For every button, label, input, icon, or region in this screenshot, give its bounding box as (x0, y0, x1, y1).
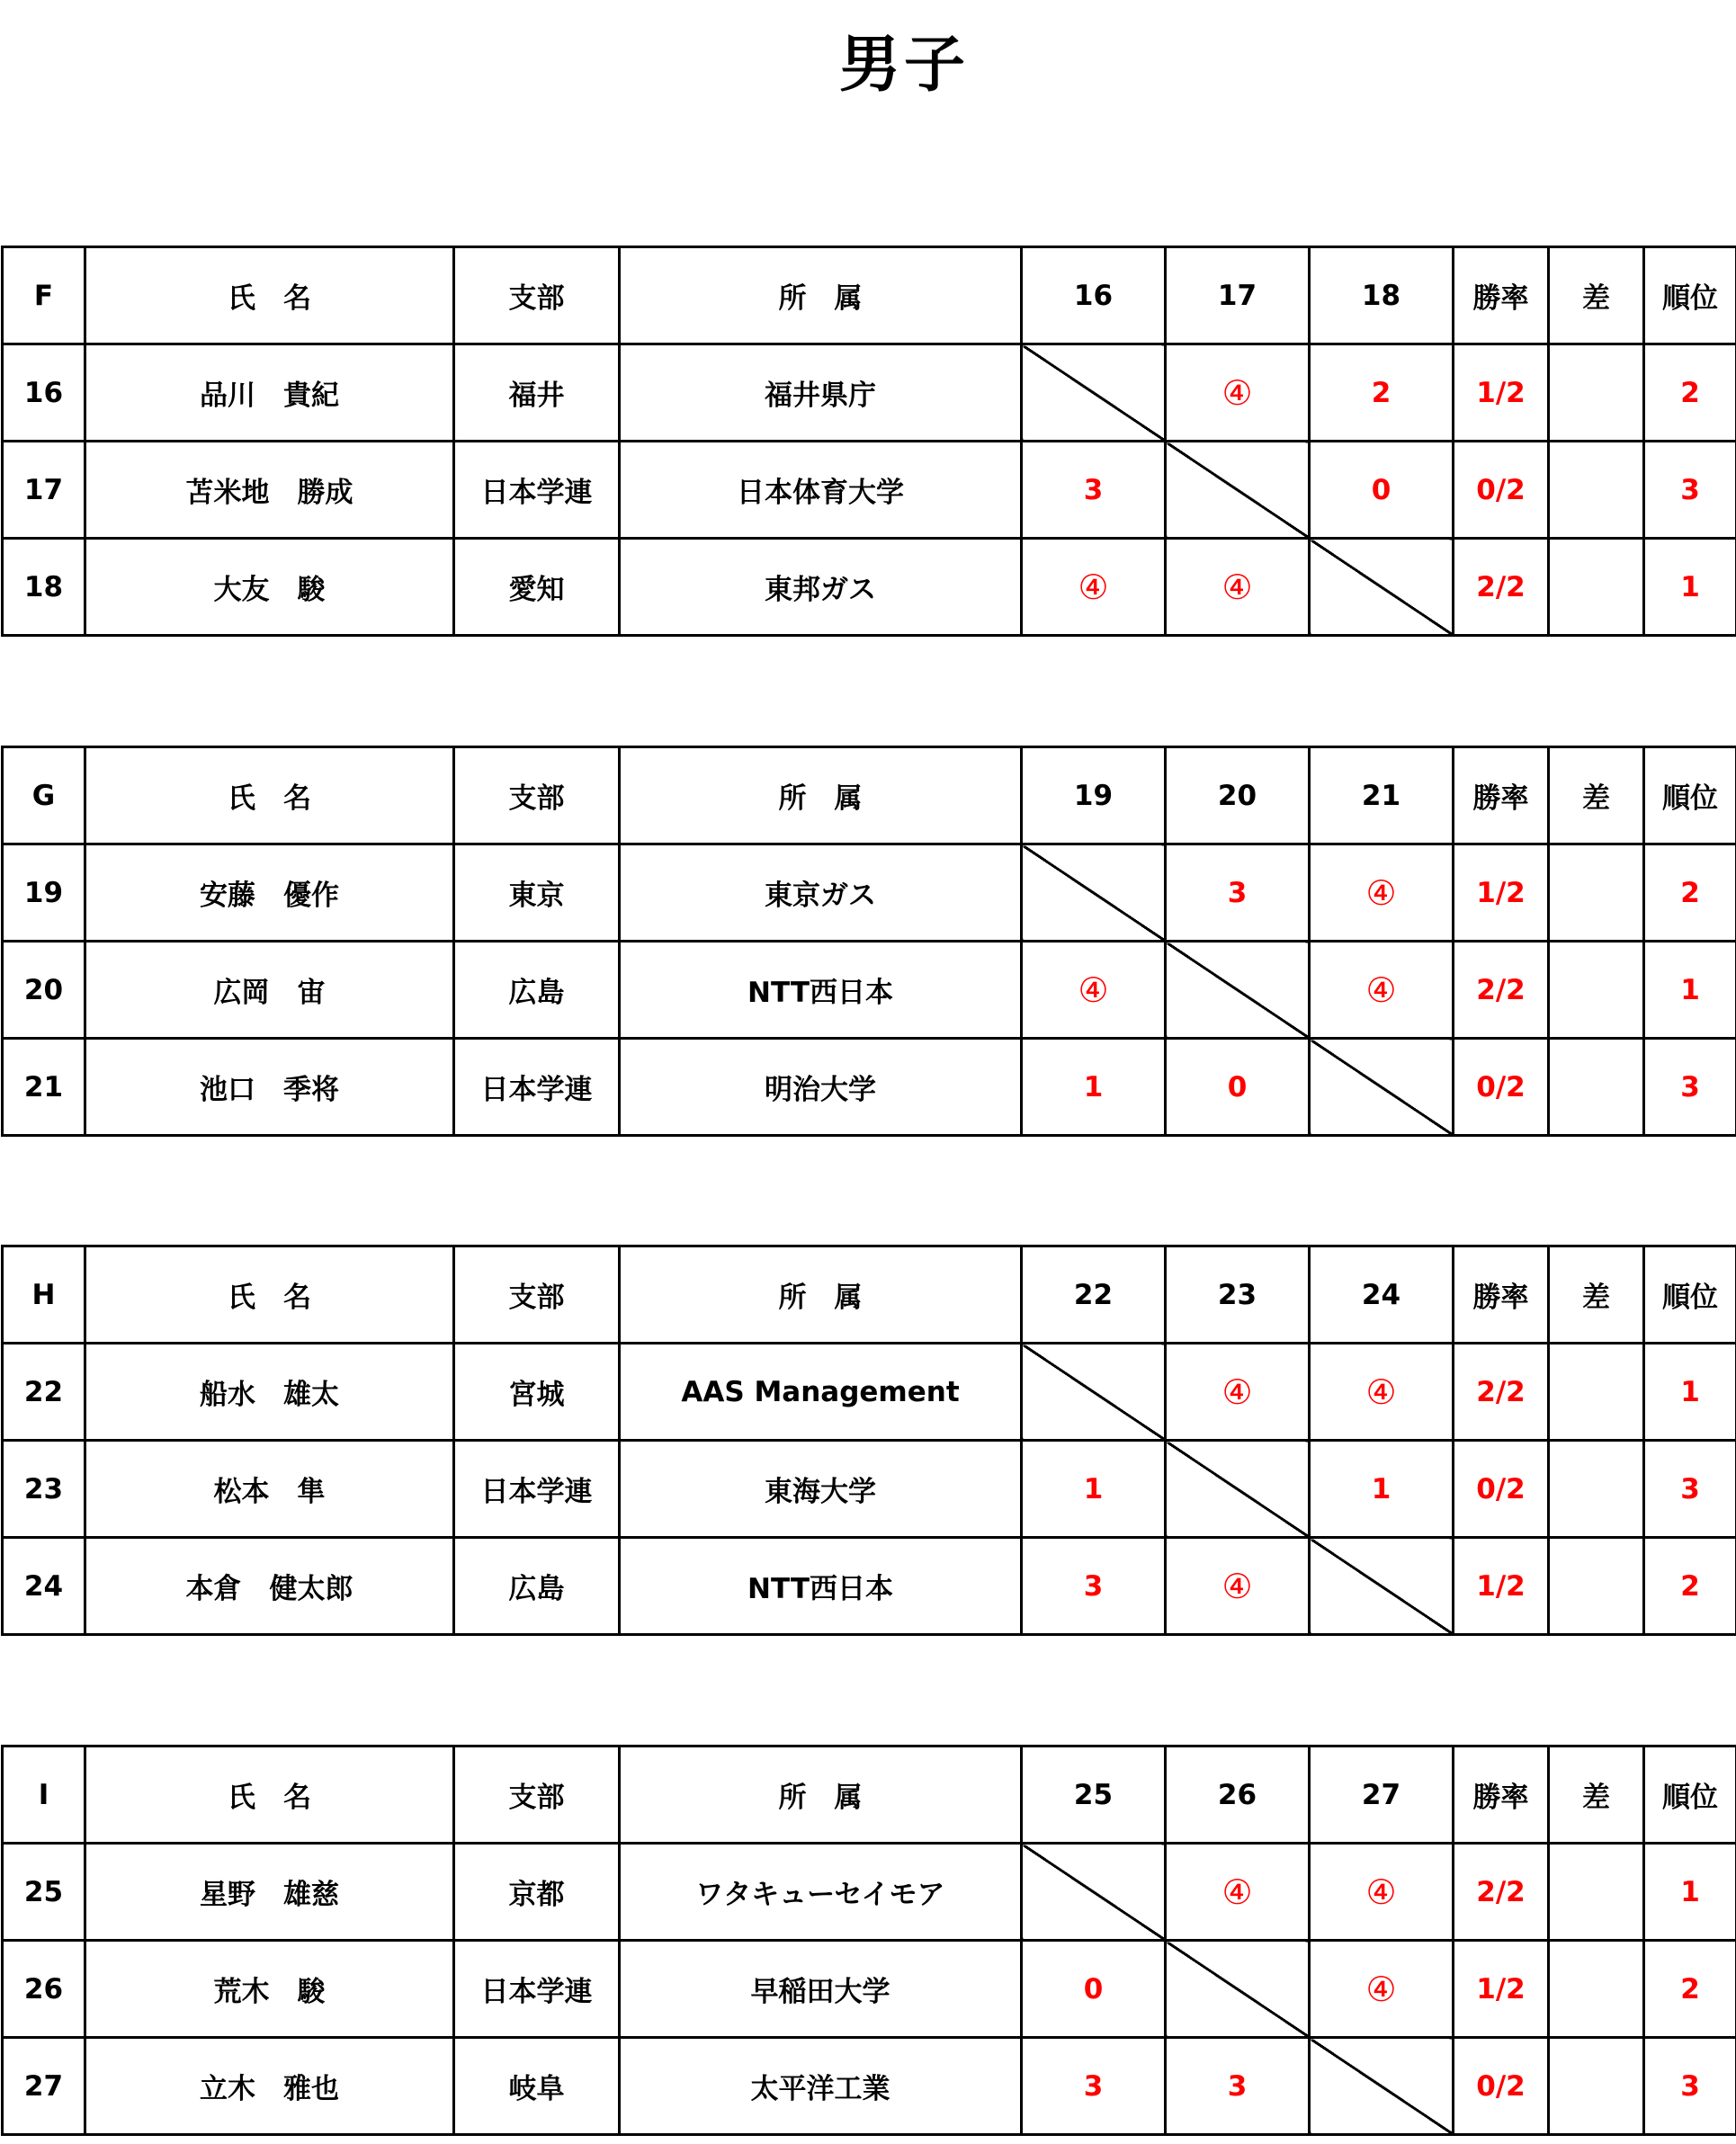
player-number: 21 (3, 1039, 85, 1136)
diagonal-cell (1022, 844, 1166, 942)
win-rate: 1/2 (1454, 1941, 1549, 2038)
header-player-number: 27 (1310, 1746, 1454, 1844)
player-branch: 広島 (454, 1538, 620, 1635)
header-win-rate: 勝率 (1454, 747, 1549, 844)
player-affiliation: NTT西日本 (620, 1538, 1022, 1635)
header-player-number: 26 (1166, 1746, 1310, 1844)
table-row (3, 942, 1736, 1039)
table-row (3, 1441, 1736, 1538)
player-affiliation: 東京ガス (620, 844, 1022, 942)
win-rate: 2/2 (1454, 942, 1549, 1039)
table-row (3, 442, 1736, 539)
header-row (3, 1746, 1736, 1844)
header-player-number: 25 (1022, 1746, 1166, 1844)
player-affiliation: ワタキューセイモア (620, 1844, 1022, 1941)
header-name: 氏 名 (85, 1246, 454, 1344)
player-affiliation: 日本体育大学 (620, 442, 1022, 539)
diagonal-cell (1310, 1538, 1454, 1635)
player-name: 船水 雄太 (85, 1344, 454, 1441)
player-affiliation: NTT西日本 (620, 942, 1022, 1039)
diff (1549, 1039, 1644, 1136)
group-label: H (3, 1246, 85, 1344)
diagonal-cell (1310, 539, 1454, 636)
header-affiliation: 所 属 (620, 1746, 1022, 1844)
match-result: 1 (1310, 1441, 1454, 1538)
win-rate: 2/2 (1454, 539, 1549, 636)
diff (1549, 1344, 1644, 1441)
player-number: 19 (3, 844, 85, 942)
player-name: 品川 貴紀 (85, 344, 454, 442)
header-player-number: 18 (1310, 247, 1454, 344)
match-result: ④ (1022, 942, 1166, 1039)
match-result: ④ (1310, 942, 1454, 1039)
header-branch: 支部 (454, 247, 620, 344)
table-row (3, 1941, 1736, 2038)
header-player-number: 22 (1022, 1246, 1166, 1344)
header-win-rate: 勝率 (1454, 1746, 1549, 1844)
header-player-number: 21 (1310, 747, 1454, 844)
table-row (3, 539, 1736, 636)
player-affiliation: 明治大学 (620, 1039, 1022, 1136)
group-label: G (3, 747, 85, 844)
header-name: 氏 名 (85, 747, 454, 844)
diagonal-cell (1310, 2038, 1454, 2135)
header-diff: 差 (1549, 747, 1644, 844)
rank: 2 (1644, 844, 1736, 942)
match-result: 3 (1022, 1538, 1166, 1635)
player-number: 25 (3, 1844, 85, 1941)
player-branch: 福井 (454, 344, 620, 442)
player-number: 20 (3, 942, 85, 1039)
header-player-number: 23 (1166, 1246, 1310, 1344)
diff (1549, 2038, 1644, 2135)
player-name: 荒木 駿 (85, 1941, 454, 2038)
diff (1549, 1941, 1644, 2038)
diagonal-cell (1022, 1844, 1166, 1941)
header-row (3, 747, 1736, 844)
match-result: 3 (1166, 844, 1310, 942)
header-name: 氏 名 (85, 1746, 454, 1844)
player-branch: 愛知 (454, 539, 620, 636)
player-number: 16 (3, 344, 85, 442)
diff (1549, 344, 1644, 442)
rank: 1 (1644, 539, 1736, 636)
player-name: 大友 駿 (85, 539, 454, 636)
rank: 2 (1644, 1538, 1736, 1635)
header-player-number: 24 (1310, 1246, 1454, 1344)
table-row (3, 1844, 1736, 1941)
header-branch: 支部 (454, 747, 620, 844)
diagonal-cell (1166, 1441, 1310, 1538)
diagonal-cell (1022, 344, 1166, 442)
win-rate: 1/2 (1454, 1538, 1549, 1635)
header-affiliation: 所 属 (620, 1246, 1022, 1344)
player-branch: 京都 (454, 1844, 620, 1941)
rank: 2 (1644, 344, 1736, 442)
player-name: 星野 雄慈 (85, 1844, 454, 1941)
player-name: 安藤 優作 (85, 844, 454, 942)
header-win-rate: 勝率 (1454, 1246, 1549, 1344)
player-branch: 日本学連 (454, 442, 620, 539)
diff (1549, 539, 1644, 636)
league-table-i (1, 1745, 1736, 2136)
diff (1549, 844, 1644, 942)
header-rank: 順位 (1644, 1746, 1736, 1844)
match-result: ④ (1022, 539, 1166, 636)
win-rate: 2/2 (1454, 1844, 1549, 1941)
header-affiliation: 所 属 (620, 247, 1022, 344)
match-result: 3 (1166, 2038, 1310, 2135)
table-row (3, 1538, 1736, 1635)
match-result: ④ (1166, 1538, 1310, 1635)
table-row (3, 344, 1736, 442)
table-row (3, 2038, 1736, 2135)
match-result: 0 (1022, 1941, 1166, 2038)
diff (1549, 942, 1644, 1039)
player-number: 26 (3, 1941, 85, 2038)
header-rank: 順位 (1644, 247, 1736, 344)
diff (1549, 442, 1644, 539)
header-branch: 支部 (454, 1746, 620, 1844)
player-name: 苫米地 勝成 (85, 442, 454, 539)
header-player-number: 20 (1166, 747, 1310, 844)
win-rate: 0/2 (1454, 2038, 1549, 2135)
header-row (3, 247, 1736, 344)
rank: 3 (1644, 1039, 1736, 1136)
player-number: 22 (3, 1344, 85, 1441)
diff (1549, 1844, 1644, 1941)
player-affiliation: 福井県庁 (620, 344, 1022, 442)
player-name: 本倉 健太郎 (85, 1538, 454, 1635)
win-rate: 0/2 (1454, 1441, 1549, 1538)
table-row (3, 1344, 1736, 1441)
diff (1549, 1538, 1644, 1635)
player-branch: 日本学連 (454, 1039, 620, 1136)
win-rate: 2/2 (1454, 1344, 1549, 1441)
match-result: 1 (1022, 1039, 1166, 1136)
diagonal-cell (1166, 1941, 1310, 2038)
header-player-number: 16 (1022, 247, 1166, 344)
table-row (3, 844, 1736, 942)
rank: 3 (1644, 2038, 1736, 2135)
player-affiliation: AAS Management (620, 1344, 1022, 1441)
win-rate: 0/2 (1454, 1039, 1549, 1136)
header-player-number: 19 (1022, 747, 1166, 844)
match-result: 2 (1310, 344, 1454, 442)
header-win-rate: 勝率 (1454, 247, 1549, 344)
match-result: ④ (1166, 539, 1310, 636)
player-branch: 広島 (454, 942, 620, 1039)
player-number: 23 (3, 1441, 85, 1538)
player-number: 27 (3, 2038, 85, 2135)
match-result: 0 (1166, 1039, 1310, 1136)
match-result: ④ (1310, 844, 1454, 942)
player-name: 立木 雅也 (85, 2038, 454, 2135)
rank: 1 (1644, 942, 1736, 1039)
header-diff: 差 (1549, 1246, 1644, 1344)
group-label: I (3, 1746, 85, 1844)
player-branch: 日本学連 (454, 1941, 620, 2038)
rank: 1 (1644, 1344, 1736, 1441)
player-number: 18 (3, 539, 85, 636)
player-affiliation: 太平洋工業 (620, 2038, 1022, 2135)
player-affiliation: 東邦ガス (620, 539, 1022, 636)
header-row (3, 1246, 1736, 1344)
player-number: 24 (3, 1538, 85, 1635)
rank: 3 (1644, 1441, 1736, 1538)
player-name: 松本 隼 (85, 1441, 454, 1538)
match-result: ④ (1166, 1344, 1310, 1441)
match-result: 3 (1022, 442, 1166, 539)
league-table-g (1, 746, 1736, 1137)
player-name: 池口 季将 (85, 1039, 454, 1136)
match-result: ④ (1166, 1844, 1310, 1941)
league-table-f (1, 246, 1736, 637)
player-branch: 岐阜 (454, 2038, 620, 2135)
rank: 1 (1644, 1844, 1736, 1941)
diagonal-cell (1310, 1039, 1454, 1136)
win-rate: 0/2 (1454, 442, 1549, 539)
rank: 2 (1644, 1941, 1736, 2038)
match-result: ④ (1310, 1941, 1454, 2038)
win-rate: 1/2 (1454, 344, 1549, 442)
header-diff: 差 (1549, 1746, 1644, 1844)
table-row (3, 1039, 1736, 1136)
diagonal-cell (1166, 442, 1310, 539)
league-table-h (1, 1245, 1736, 1636)
player-affiliation: 東海大学 (620, 1441, 1022, 1538)
diff (1549, 1441, 1644, 1538)
match-result: ④ (1166, 344, 1310, 442)
match-result: ④ (1310, 1344, 1454, 1441)
player-branch: 宮城 (454, 1344, 620, 1441)
header-name: 氏 名 (85, 247, 454, 344)
header-rank: 順位 (1644, 747, 1736, 844)
player-branch: 東京 (454, 844, 620, 942)
header-affiliation: 所 属 (620, 747, 1022, 844)
player-number: 17 (3, 442, 85, 539)
player-affiliation: 早稲田大学 (620, 1941, 1022, 2038)
match-result: 3 (1022, 2038, 1166, 2135)
match-result: ④ (1310, 1844, 1454, 1941)
header-branch: 支部 (454, 1246, 620, 1344)
match-result: 1 (1022, 1441, 1166, 1538)
diagonal-cell (1022, 1344, 1166, 1441)
rank: 3 (1644, 442, 1736, 539)
player-name: 広岡 宙 (85, 942, 454, 1039)
page-title: 男子 (838, 30, 969, 101)
match-result: 0 (1310, 442, 1454, 539)
header-rank: 順位 (1644, 1246, 1736, 1344)
header-diff: 差 (1549, 247, 1644, 344)
group-label: F (3, 247, 85, 344)
player-branch: 日本学連 (454, 1441, 620, 1538)
diagonal-cell (1166, 942, 1310, 1039)
win-rate: 1/2 (1454, 844, 1549, 942)
header-player-number: 17 (1166, 247, 1310, 344)
